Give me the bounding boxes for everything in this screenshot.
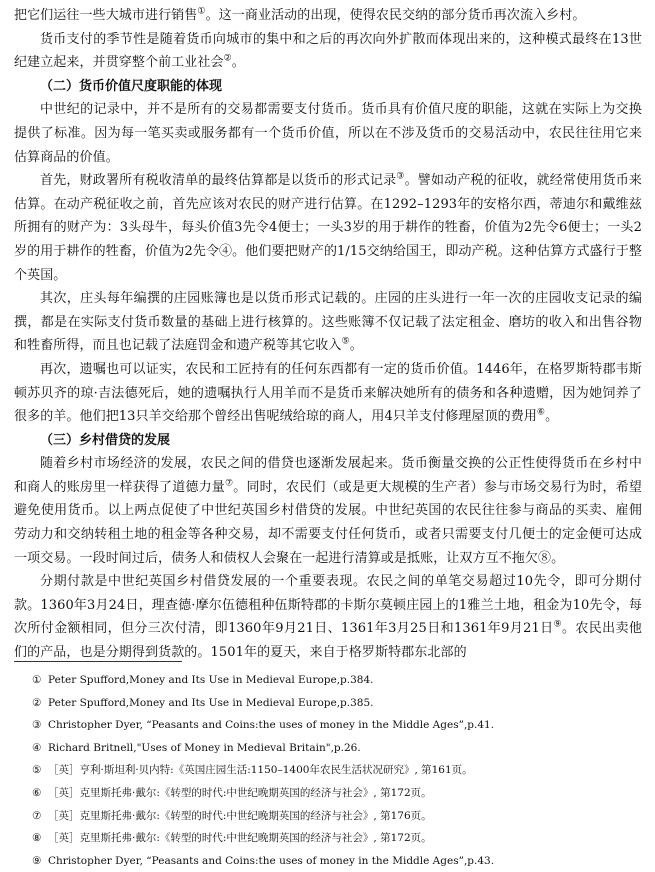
footnote-text: Richard Britnell,"Uses of Money in Medieval Britain",p.26. [48, 741, 361, 754]
footnote-text: ［英］克里斯托弗·戴尔:《转型的时代:中世纪晚期英国的经济与社会》, 第172页。 [48, 786, 432, 799]
footnote-number: ① [32, 674, 42, 686]
footnote-text: ［英］亨利·斯坦利·贝内特:《英国庄园生活:1150–1400年农民生活状况研究》, 第161页。 [48, 764, 473, 777]
footnote-item [20, 692, 640, 715]
footnote-mark[interactable]: ⑨ [553, 620, 562, 631]
footnote-text: Christopher Dyer, “Peasants and Coins:the uses of money in the Middle Ages”,p.41. [48, 719, 495, 732]
paragraph [14, 98, 642, 169]
paragraph [14, 570, 642, 664]
footnote-item [20, 782, 640, 805]
footnote-mark[interactable]: ③ [396, 171, 405, 182]
paragraph-continued [14, 4, 642, 28]
footnote-text: ［英］克里斯托弗·戴尔:《转型的时代:中世纪晚期英国的经济与社会》, 第176页。 [48, 809, 432, 822]
paragraph-text: 。同时，农民们（或是更大规模的生产者）参与市场交易行为时，希望避免使用货币。以上两点促使了中世纪英国乡村借贷的发展。中世纪英国的农民往往参与商品的买卖、雇佣劳动力和交纳转租土地的租金等各种交易，却不需要支付任何货币，或者只需要支付几便士的定金便可达成一项交易。一段时间过后，债务人和债权人会聚在一起进行清算或是抵账，让双方互不拖欠⑧。 [14, 479, 642, 566]
footnote-text: Peter Spufford,Money and Its Use in Medieval Europe,p.385. [48, 696, 374, 709]
footnote-text: Christopher Dyer, “Peasants and Coins:the uses of money in the Middle Ages”,p.43. [48, 854, 495, 867]
paragraph [14, 452, 642, 570]
page-body [14, 4, 642, 665]
paragraph-text: 。譬如动产税的征收，就经常使用货币来估算。在动产税征收之前，首先应该对农民的财产进行估算。在1292–1293年的安格尔西，蒂迪尔和戴维兹所拥有的财产为：3头母牛，每头价值3先令4便士；一头3岁的用于耕作的牲畜，价值为2先令6便士；一头2岁的用于耕作的牲畜，价值为2先令④。他们要把财产的1/15交纳给国王，即动产税。这种估算方式盛行于整个英国。 [14, 173, 642, 283]
footnote-item [20, 737, 640, 760]
footnotes [20, 669, 640, 872]
footnote-number: ⑤ [32, 764, 42, 777]
footnote-item [20, 805, 640, 828]
footnote-divider [14, 661, 182, 662]
footnote-item [20, 850, 640, 872]
paragraph [14, 28, 642, 75]
paragraph-text: 。 [545, 409, 559, 425]
footnote-number: ⑨ [32, 854, 42, 867]
paragraph-text: 。这一商业活动的出现，使得农民交纳的部分货币再次流入乡村。 [205, 8, 586, 23]
paragraph-text: 。 [231, 55, 245, 71]
footnote-mark[interactable]: ① [197, 6, 206, 17]
footnote-text: ［英］克里斯托弗·戴尔:《转型的时代:中世纪晚期英国的经济与社会》, 第172页。 [48, 832, 432, 845]
footnote-mark[interactable]: ② [223, 53, 232, 64]
footnote-mark[interactable]: ⑦ [225, 478, 234, 489]
section-heading-3: （三）乡村借贷的发展 [40, 432, 171, 448]
footnote-number: ③ [32, 719, 42, 732]
footnote-text: Peter Spufford,Money and Its Use in Medieval Europe,p.384. [48, 674, 374, 686]
paragraph-text: 分期付款是中世纪英国乡村借贷发展的一个重要表现。农民之间的单笔交易超过10先令，即可分期付款。1360年3月24日，理查德·摩尔伍德租种伍斯特郡的卡斯尔莫顿庄园上的1雅兰土地，租金为10先令，每次所付金额相同，但分三次付清，即1360年9月21日、1361年3月25日和1361年9月21日 [14, 574, 642, 637]
paragraph-text: 随着乡村市场经济的发展，农民之间的借贷也逐渐发展起来。货币衡量交换的公正性使得货币在乡村中和商人的账房里一样获得了道德力量 [14, 456, 642, 495]
paragraph-text: 。农民出卖他们的产品，也是分期得到货款的。1501年的夏天，来自于格罗斯特郡东北部的 [14, 621, 642, 661]
paragraph-text: 中世纪的记录中，并不是所有的交易都需要支付货币。货币具有价值尺度的职能，这就在实际上为交换提供了标准。因为每一笔买卖或服务都有一个货币价值，所以在不涉及货币的交易活动中，农民往往用它来估算商品的价值。 [14, 102, 642, 165]
footnote-number: ⑥ [32, 786, 42, 799]
paragraph [14, 358, 642, 429]
footnote-mark[interactable]: ⑥ [536, 407, 546, 418]
footnote-item [20, 714, 640, 737]
footnote-number: ⑧ [32, 832, 42, 845]
paragraph-text: 把它们运往一些大城市进行销售 [14, 8, 198, 23]
footnote-number: ⑦ [32, 809, 42, 822]
paragraph-text: 其次，庄头每年编撰的庄园账簿也是以货币形式记载的。庄园的庄头进行一年一次的庄园收支记录的编撰，都是在实际支付货币数量的基础上进行核算的。这些账簿不仅记载了法定租金、磨坊的收入和出售谷物和牲畜所得，而且也记载了法庭罚金和遗产税等其它收入 [14, 291, 642, 354]
paragraph [14, 169, 642, 287]
footnote-number: ② [32, 696, 42, 709]
paragraph-text: 再次，遗嘱也可以证实，农民和工匠持有的任何东西都有一定的货币价值。1446年，在格罗斯特郡韦斯顿苏贝齐的琼·吉法德死后，她的遗嘱执行人用羊而不是货币来解决她所有的债务和各种遗赠，因为她饲养了很多的羊。他们把13只羊交给那个曾经出售呢绒给琼的商人，用4只羊支付修理屋顶的费用 [14, 361, 642, 425]
footnote-item [20, 669, 640, 692]
paragraph [14, 287, 642, 358]
paragraph-text: 。 [349, 338, 363, 354]
footnote-mark[interactable]: ⑤ [341, 336, 350, 347]
footnote-number: ④ [32, 741, 42, 754]
footnote-item [20, 827, 640, 850]
paragraph-text: 首先，财政署所有税收清单的最终估算都是以货币的形式记录 [40, 173, 397, 189]
paragraph-text: 货币支付的季节性是随着货币向城市的集中和之后的再次向外扩散而体现出来的，这种模式最终在13世纪建立起来，并贯穿整个前工业社会 [14, 31, 642, 71]
section-heading-2: （二）货币价值尺度职能的体现 [40, 78, 223, 94]
footnote-item [20, 759, 640, 782]
